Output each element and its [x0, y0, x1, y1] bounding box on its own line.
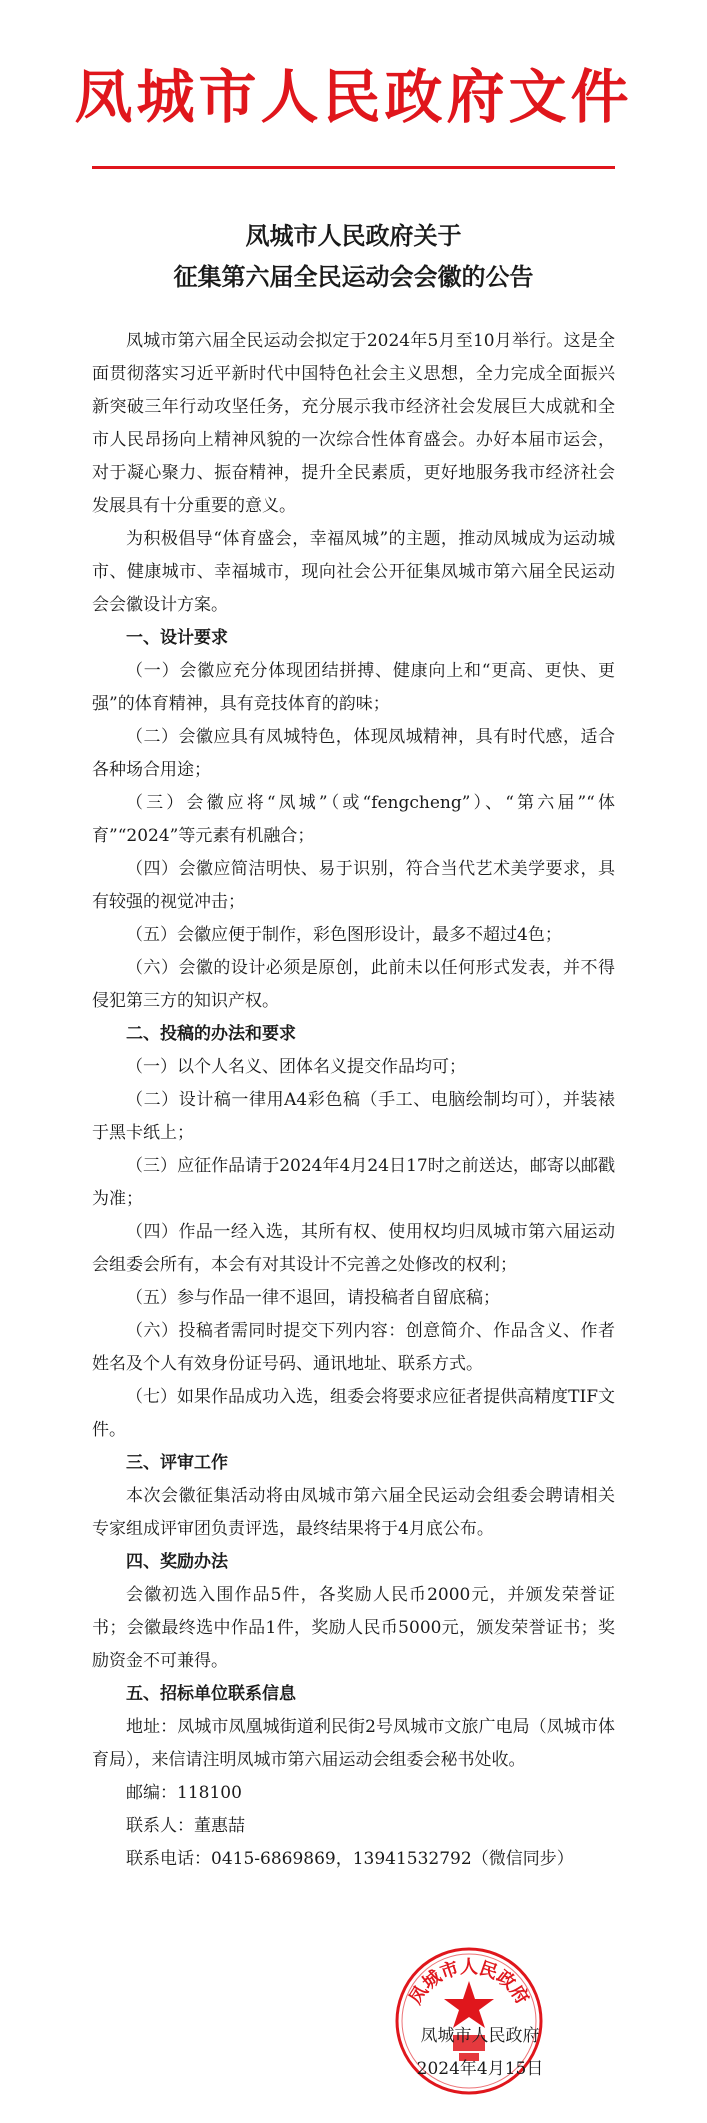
body-paragraph: 凤城市第六届全民运动会拟定于2024年5月至10月举行。这是全面贯彻落实习近平新时代中国特色社会主义思想，全力完成全面振兴新突破三年行动攻坚任务，充分展示我市经济社会发展巨大成就和全市人民昂扬向上精神风貌的一次综合性体育盛会。办好本届市运会，对于凝心聚力、振奋精神，提升全民素质，更好地服务我市经济社会发展具有十分重要的意义。	[92, 331, 615, 516]
announcement-title-line-2: 征集第六届全民运动会会徽的公告	[173, 262, 534, 291]
body-paragraph: （五）会徽应便于制作，彩色图形设计，最多不超过4色；	[126, 925, 562, 945]
body-paragraph: （二）会徽应具有凤城特色，体现凤城精神，具有时代感，适合各种场合用途；	[92, 727, 615, 780]
section-heading: 三、评审工作	[126, 1453, 228, 1473]
body-paragraph: 本次会徽征集活动将由凤城市第六届全民运动会组委会聘请相关专家组成评审团负责评选，最终结果将于4月底公布。	[92, 1486, 615, 1539]
body-paragraph: （五）参与作品一律不退回，请投稿者自留底稿；	[126, 1288, 500, 1308]
body-paragraph: 地址：凤城市凤凰城街道利民街2号凤城市文旅广电局（凤城市体育局），来信请注明凤城市第六届运动会组委会秘书处收。	[92, 1717, 615, 1770]
body-paragraph: （一）会徽应充分体现团结拼搏、健康向上和“更高、更快、更强”的体育精神，具有竞技体育的韵味；	[92, 661, 615, 714]
body-paragraph: （六）投稿者需同时提交下列内容：创意简介、作品含义、作者姓名及个人有效身份证号码、通讯地址、联系方式。	[92, 1321, 615, 1374]
section-heading: 五、招标单位联系信息	[126, 1684, 296, 1704]
header-divider	[92, 166, 615, 169]
document-body	[92, 325, 615, 1876]
document-header-title: 凤城市人民政府文件	[74, 63, 633, 131]
announcement-title-line-1: 凤城市人民政府关于	[245, 221, 462, 250]
section-heading: 四、奖励办法	[126, 1552, 228, 1572]
body-paragraph: 联系人：董惠喆	[126, 1816, 245, 1836]
signature-block	[400, 2020, 560, 2086]
announcement-title	[0, 218, 707, 300]
body-paragraph: （四）作品一经入选，其所有权、使用权均归凤城市第六届运动会组委会所有，本会有对其设计不完善之处修改的权利；	[92, 1222, 615, 1275]
body-paragraph: （二）设计稿一律用A4彩色稿（手工、电脑绘制均可），并装裱于黑卡纸上；	[92, 1090, 615, 1143]
body-paragraph: （六）会徽的设计必须是原创，此前未以任何形式发表，并不得侵犯第三方的知识产权。	[92, 958, 615, 1011]
body-paragraph: 会徽初选入围作品5件，各奖励人民币2000元，并颁发荣誉证书；会徽最终选中作品1件，奖励人民币5000元，颁发荣誉证书；奖励资金不可兼得。	[92, 1585, 615, 1671]
signature-issuer: 凤城市人民政府	[420, 2026, 540, 2046]
body-paragraph: （三）会徽应将“凤城”（或“fengcheng”）、“第六届”“体育”“2024”等元素有机融合；	[92, 793, 615, 846]
body-paragraph: 为积极倡导“体育盛会，幸福凤城”的主题，推动凤城成为运动城市、健康城市、幸福城市，现向社会公开征集凤城市第六届全民运动会会徽设计方案。	[92, 529, 615, 615]
section-heading: 二、投稿的办法和要求	[126, 1024, 296, 1044]
body-paragraph: 邮编：118100	[126, 1783, 242, 1803]
section-heading: 一、设计要求	[126, 628, 228, 648]
body-paragraph: （四）会徽应简洁明快、易于识别，符合当代艺术美学要求，具有较强的视觉冲击；	[92, 859, 615, 912]
body-paragraph: （七）如果作品成功入选，组委会将要求应征者提供高精度TIF文件。	[92, 1387, 615, 1440]
body-paragraph: （一）以个人名义、团体名义提交作品均可；	[126, 1057, 466, 1077]
seal-text: 凤城市人民政府	[405, 1957, 533, 2009]
signature-date: 2024年4月15日	[416, 2059, 544, 2079]
body-paragraph: （三）应征作品请于2024年4月24日17时之前送达，邮寄以邮戳为准；	[92, 1156, 615, 1209]
body-paragraph: 联系电话：0415-6869869，13941532792（微信同步）	[126, 1849, 574, 1869]
